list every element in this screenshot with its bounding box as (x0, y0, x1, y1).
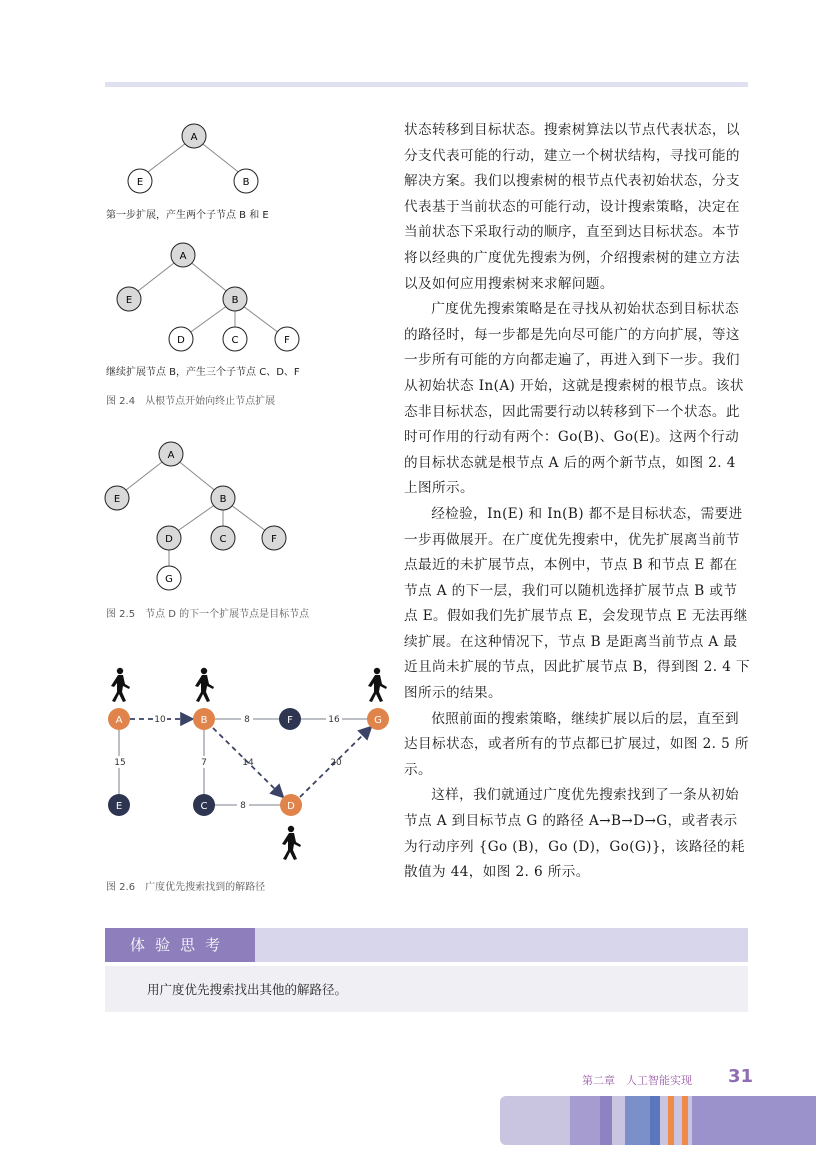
page-number: 31 (728, 1066, 754, 1087)
paragraph: 依照前面的搜索策略，继续扩展以后的层，直至到达目标状态，或者所有的节点都已扩展过，如图 2. 5 所示。 (404, 710, 749, 778)
weight-CD: 8 (240, 801, 246, 811)
node-C (223, 327, 247, 351)
paragraph: 广度优先搜索策略是在寻找从初始状态到目标状态的路径时，每一步都是先向尽可能广的方向扩展，等这一步所有可能的方向都走遍了，再进入到下一步。我们从初始状态 In(A) 开始，这就是搜索树的根节点。该状态非目标状态，因此需要行动以转移到下一个状态。此时可作用的行动有两个：Go(B)、Go(E)。这两个行动的目标状态就是根节点 A 后的两个新节点，如图 2. 4 上图所示。 (404, 301, 744, 497)
paragraph: 状态转移到目标状态。搜索树算法以节点代表状态，以分支代表可能的行动，建立一个树状结构，寻找可能的解决方案。我们以搜索树的根节点代表初始状态，分支代表基于当前状态的可能行动，设计搜索策略，决定在当前状态下采取行动的顺序，直至到达目标状态。本节将以经典的广度优先搜索为例，介绍搜索树的建立方法以及如何应用搜索树来求解问题。 (404, 122, 740, 292)
fig24-top-caption: 第一步扩展，产生两个子节点 B 和 E (106, 210, 269, 221)
node-B (193, 708, 215, 730)
node-A (159, 442, 183, 466)
node-F (262, 526, 286, 550)
svg-text:E: E (113, 494, 121, 505)
think-box (105, 966, 748, 1012)
svg-text:A: A (190, 132, 198, 143)
node-F (279, 708, 301, 730)
node-B (234, 169, 258, 193)
fig25-caption: 图 2.5 节点 D 的下一个扩展节点是目标节点 (106, 609, 310, 620)
node-C (211, 526, 235, 550)
node-A (108, 708, 130, 730)
paragraph: 这样，我们就通过广度优先搜索找到了一条从初始节点 A 到目标节点 G 的路径 A→B→D→G，或者表示为行动序列 {Go (B)，Go (D)，Go(G)}，该路径的耗散值为 44，如图 2. 6 所示。 (404, 787, 745, 881)
svg-text:E: E (125, 295, 133, 306)
node-E (108, 794, 130, 816)
fig24-top-tree (110, 118, 270, 202)
paragraph: 经检验，In(E) 和 In(B) 都不是目标状态，需要进一步再做展开。在广度优先搜索中，优先扩展离当前节点最近的未扩展节点，本例中，节点 B 和节点 E 都在节点 A 的下一层，我们可以随机选择扩展节点 B 或节点 E。假如我们先扩展节点 E，会发现节点 E 无法再继续扩展。在这种情况下，节点 B 是距离当前节点 A 最近且尚未扩展的节点，因此扩展节点 B，得到图 2. 4 下图所示的结果。 (404, 505, 750, 702)
header-rule (105, 82, 748, 87)
svg-text:A: A (179, 251, 187, 262)
walking-person-icon (368, 668, 387, 702)
fig26-caption: 图 2.6 广度优先搜索找到的解路径 (106, 882, 266, 893)
svg-text:D: D (287, 801, 295, 812)
svg-text:D: D (177, 335, 185, 346)
decorative-bar (500, 1096, 816, 1145)
node-E (128, 169, 152, 193)
svg-text:C: C (231, 335, 239, 346)
svg-text:B: B (231, 295, 239, 306)
node-D (157, 526, 181, 550)
svg-text:D: D (165, 534, 173, 545)
svg-text:E: E (115, 801, 123, 812)
weight-DG: 20 (330, 758, 342, 768)
node-B (223, 287, 247, 311)
node-F (275, 327, 299, 351)
svg-text:A: A (167, 450, 175, 461)
svg-text:B: B (242, 177, 250, 188)
weight-BF: 8 (244, 715, 250, 725)
fig24-bottom-caption: 继续扩展节点 B，产生三个子节点 C、D、F (106, 367, 300, 378)
svg-text:G: G (165, 574, 173, 585)
node-G (157, 566, 181, 590)
weight-AB: 10 (154, 715, 166, 725)
node-E (105, 486, 129, 510)
node-E (117, 287, 141, 311)
walking-person-icon (195, 668, 214, 702)
node-C (193, 794, 215, 816)
svg-text:F: F (271, 534, 277, 545)
svg-text:C: C (219, 534, 227, 545)
svg-text:C: C (200, 801, 208, 812)
fig26-graph (100, 660, 400, 874)
fig24-caption: 图 2.4 从根节点开始向终止节点扩展 (106, 396, 276, 407)
think-label: 体验思考 (105, 928, 255, 962)
node-D (169, 327, 193, 351)
think-header (105, 928, 748, 962)
think-text: 用广度优先搜索找出其他的解路径。 (147, 982, 348, 997)
fig24-bottom-tree (110, 240, 310, 359)
node-B (211, 486, 235, 510)
weight-AE: 15 (114, 758, 126, 768)
node-A (182, 124, 206, 148)
fig25-tree (104, 440, 304, 599)
svg-text:F: F (284, 335, 290, 346)
weight-BD: 14 (242, 758, 254, 768)
svg-text:F: F (287, 715, 293, 726)
weight-FG: 16 (328, 715, 340, 725)
walking-person-icon (282, 826, 301, 860)
body-text (404, 118, 750, 886)
node-G (367, 708, 389, 730)
svg-text:G: G (374, 715, 382, 726)
svg-text:B: B (200, 715, 208, 726)
svg-text:E: E (136, 177, 144, 188)
node-A (171, 243, 195, 267)
weight-BC: 7 (201, 758, 207, 768)
svg-text:B: B (219, 494, 227, 505)
walking-person-icon (111, 668, 130, 702)
footer-chapter: 第二章 人工智能实现 (582, 1074, 692, 1087)
node-D (280, 794, 302, 816)
svg-text:A: A (115, 715, 123, 726)
